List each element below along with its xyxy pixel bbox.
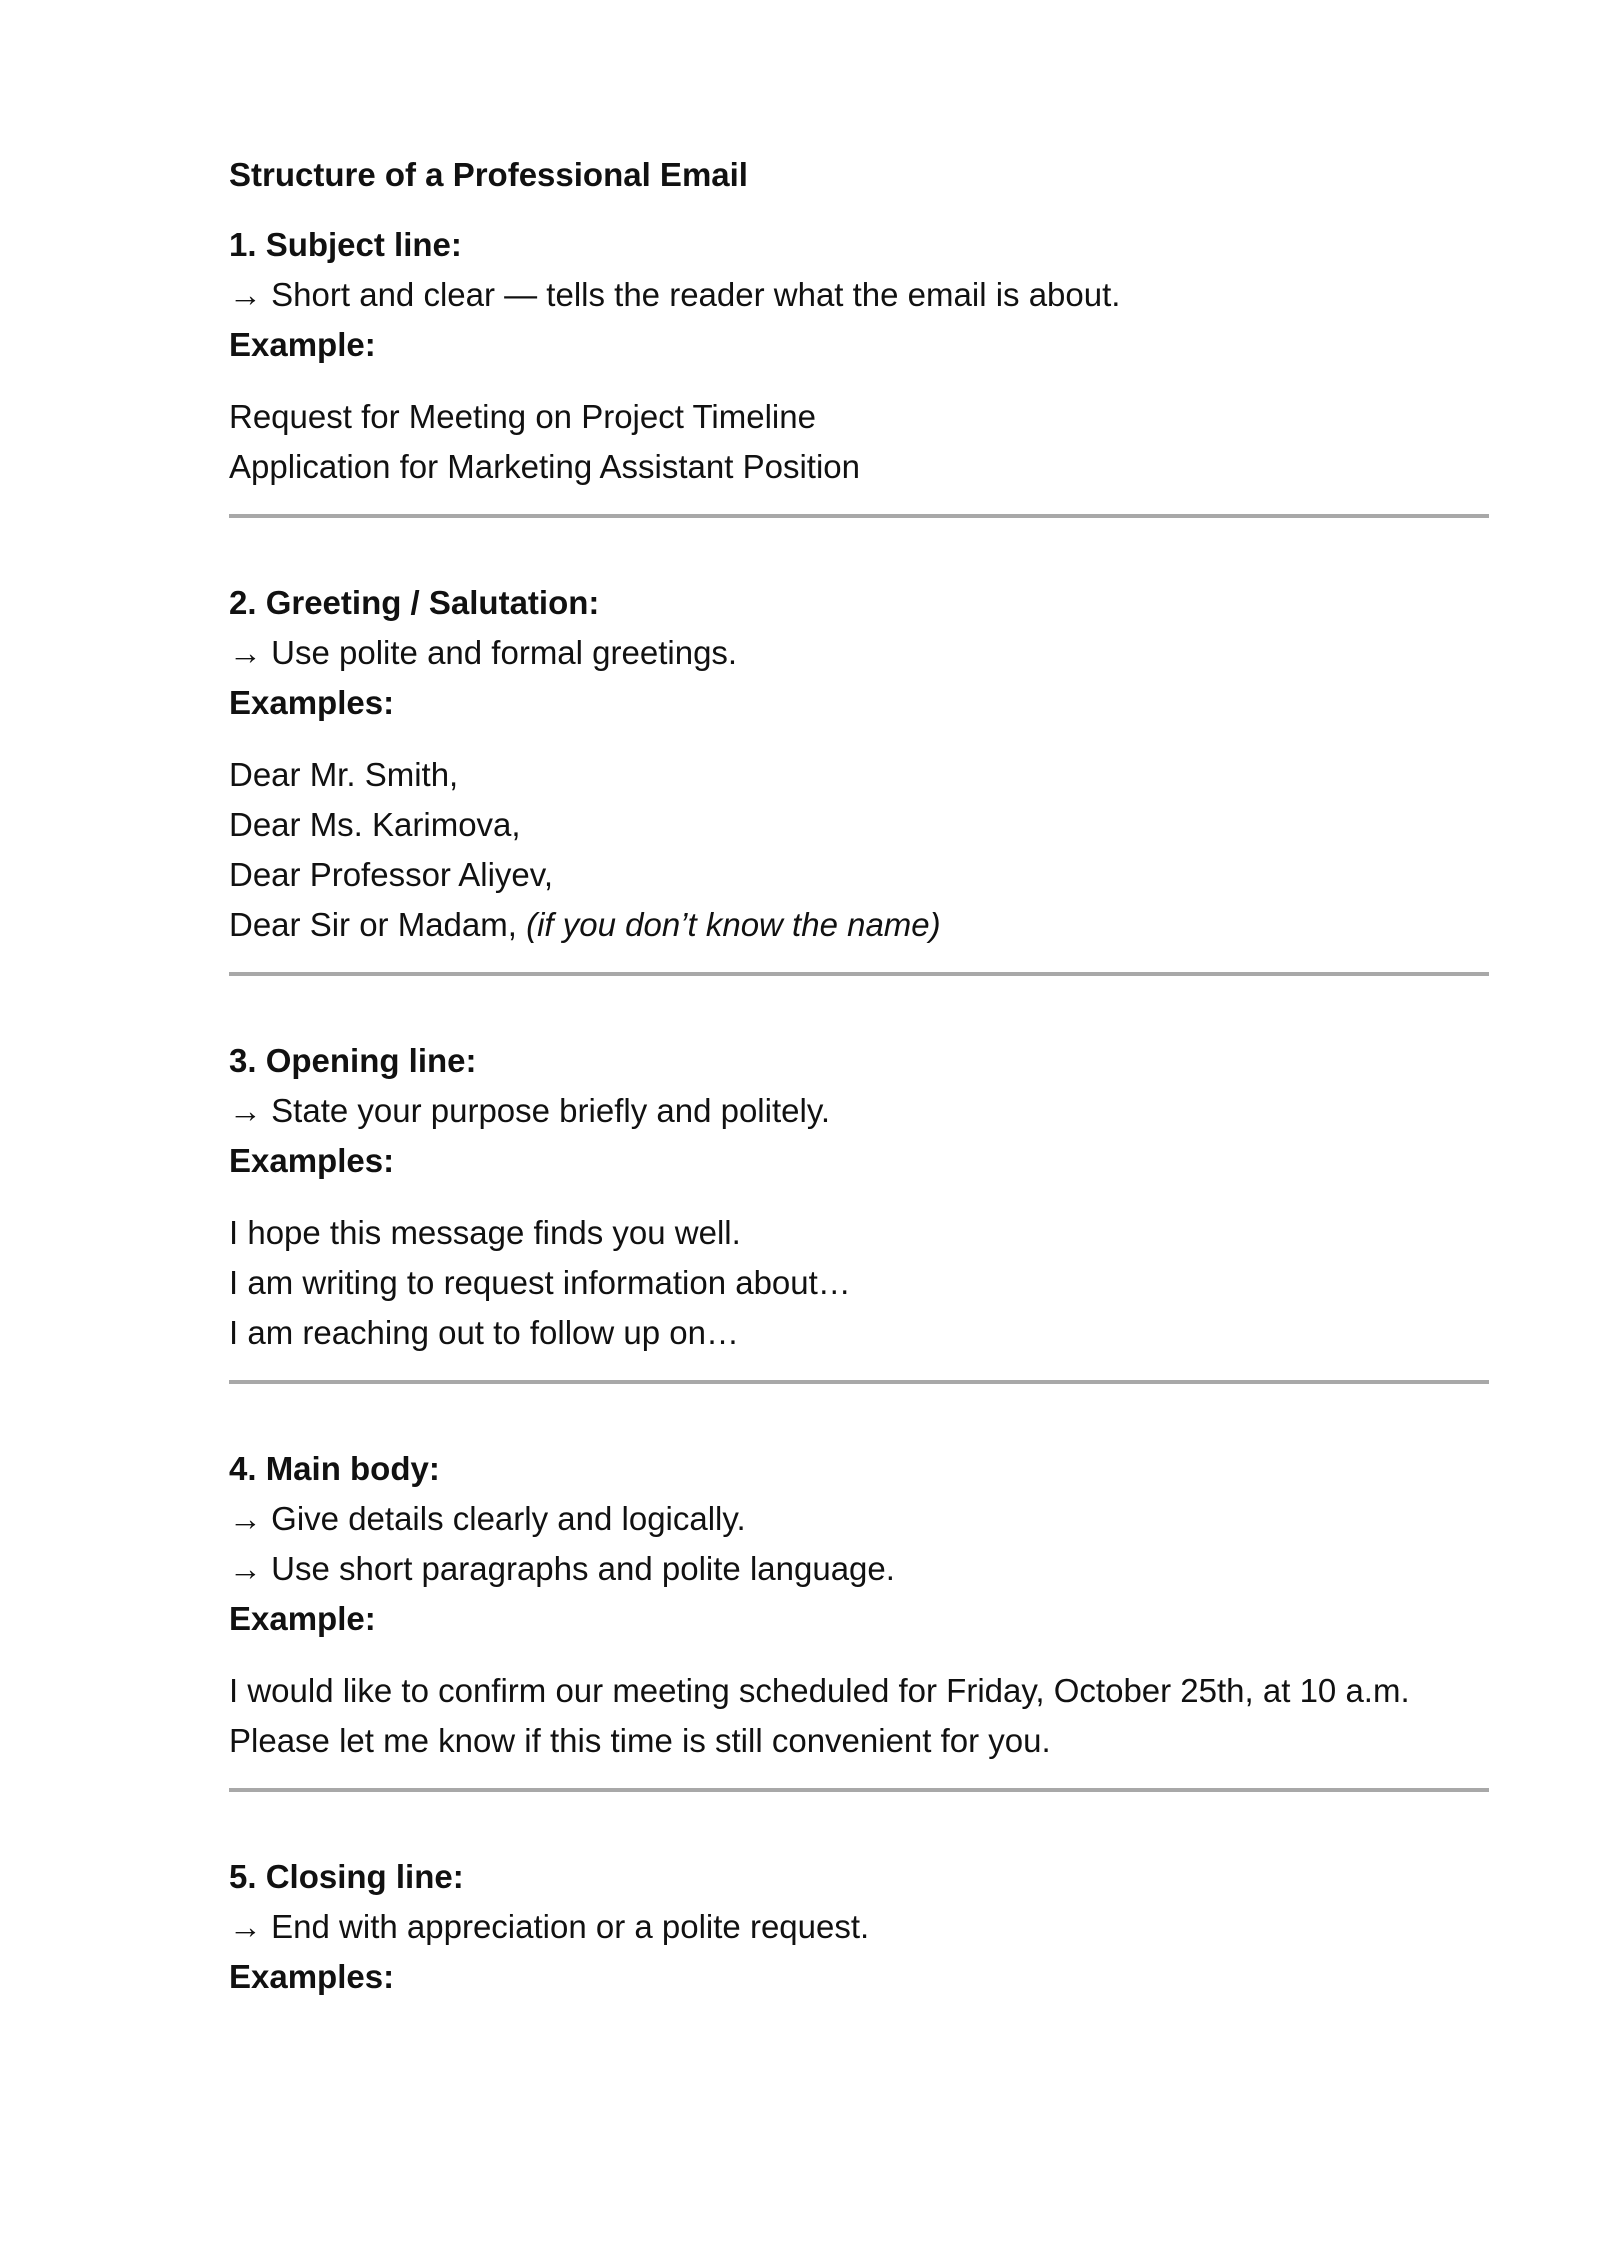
example-line: I am reaching out to follow up on… [229, 1314, 739, 1351]
example-line: Dear Mr. Smith, [229, 756, 459, 793]
example-label: Example: [229, 326, 376, 363]
horizontal-divider [229, 1788, 1489, 1792]
example-list [229, 392, 1489, 492]
document-page [229, 150, 1489, 2002]
example-line: Dear Professor Aliyev, [229, 856, 554, 893]
section-main-body [229, 1444, 1489, 1766]
example-list [229, 750, 1489, 950]
section-heading: 2. Greeting / Salutation: [229, 584, 600, 621]
example-line: I hope this message finds you well. [229, 1214, 741, 1251]
section-point: → Give details clearly and logically. [229, 1500, 746, 1537]
horizontal-divider [229, 1380, 1489, 1384]
example-line: Please let me know if this time is still convenient for you. [229, 1722, 1051, 1759]
section-point: → Use short paragraphs and polite language. [229, 1550, 895, 1587]
section-heading: 5. Closing line: [229, 1858, 464, 1895]
section-heading: 3. Opening line: [229, 1042, 477, 1079]
section-point: → End with appreciation or a polite request. [229, 1908, 870, 1945]
document-title: Structure of a Professional Email [229, 156, 748, 193]
section-subject-line [229, 220, 1489, 492]
example-label: Examples: [229, 1142, 395, 1179]
section-point: → State your purpose briefly and politely. [229, 1092, 831, 1129]
section-greeting [229, 578, 1489, 950]
horizontal-divider [229, 514, 1489, 518]
example-list [229, 1208, 1489, 1358]
section-opening-line [229, 1036, 1489, 1358]
section-point: → Short and clear — tells the reader what the email is about. [229, 276, 1121, 313]
section-point: → Use polite and formal greetings. [229, 634, 738, 671]
example-label: Examples: [229, 684, 395, 721]
example-line: I would like to confirm our meeting scheduled for Friday, October 25th, at 10 a.m. [229, 1672, 1410, 1709]
section-heading: 4. Main body: [229, 1450, 440, 1487]
example-line: Application for Marketing Assistant Position [229, 448, 860, 485]
example-line: I am writing to request information about… [229, 1264, 851, 1301]
example-label: Examples: [229, 1958, 395, 1995]
example-label: Example: [229, 1600, 376, 1637]
example-text: Dear Sir or Madam, [229, 906, 517, 943]
example-line: Request for Meeting on Project Timeline [229, 398, 816, 435]
example-note: (if you don’t know the name) [526, 906, 941, 943]
example-line-with-note [229, 900, 1489, 950]
horizontal-divider [229, 972, 1489, 976]
section-closing-line [229, 1852, 1489, 2002]
example-list [229, 1666, 1489, 1766]
example-line: Dear Ms. Karimova, [229, 806, 521, 843]
section-heading: 1. Subject line: [229, 226, 462, 263]
